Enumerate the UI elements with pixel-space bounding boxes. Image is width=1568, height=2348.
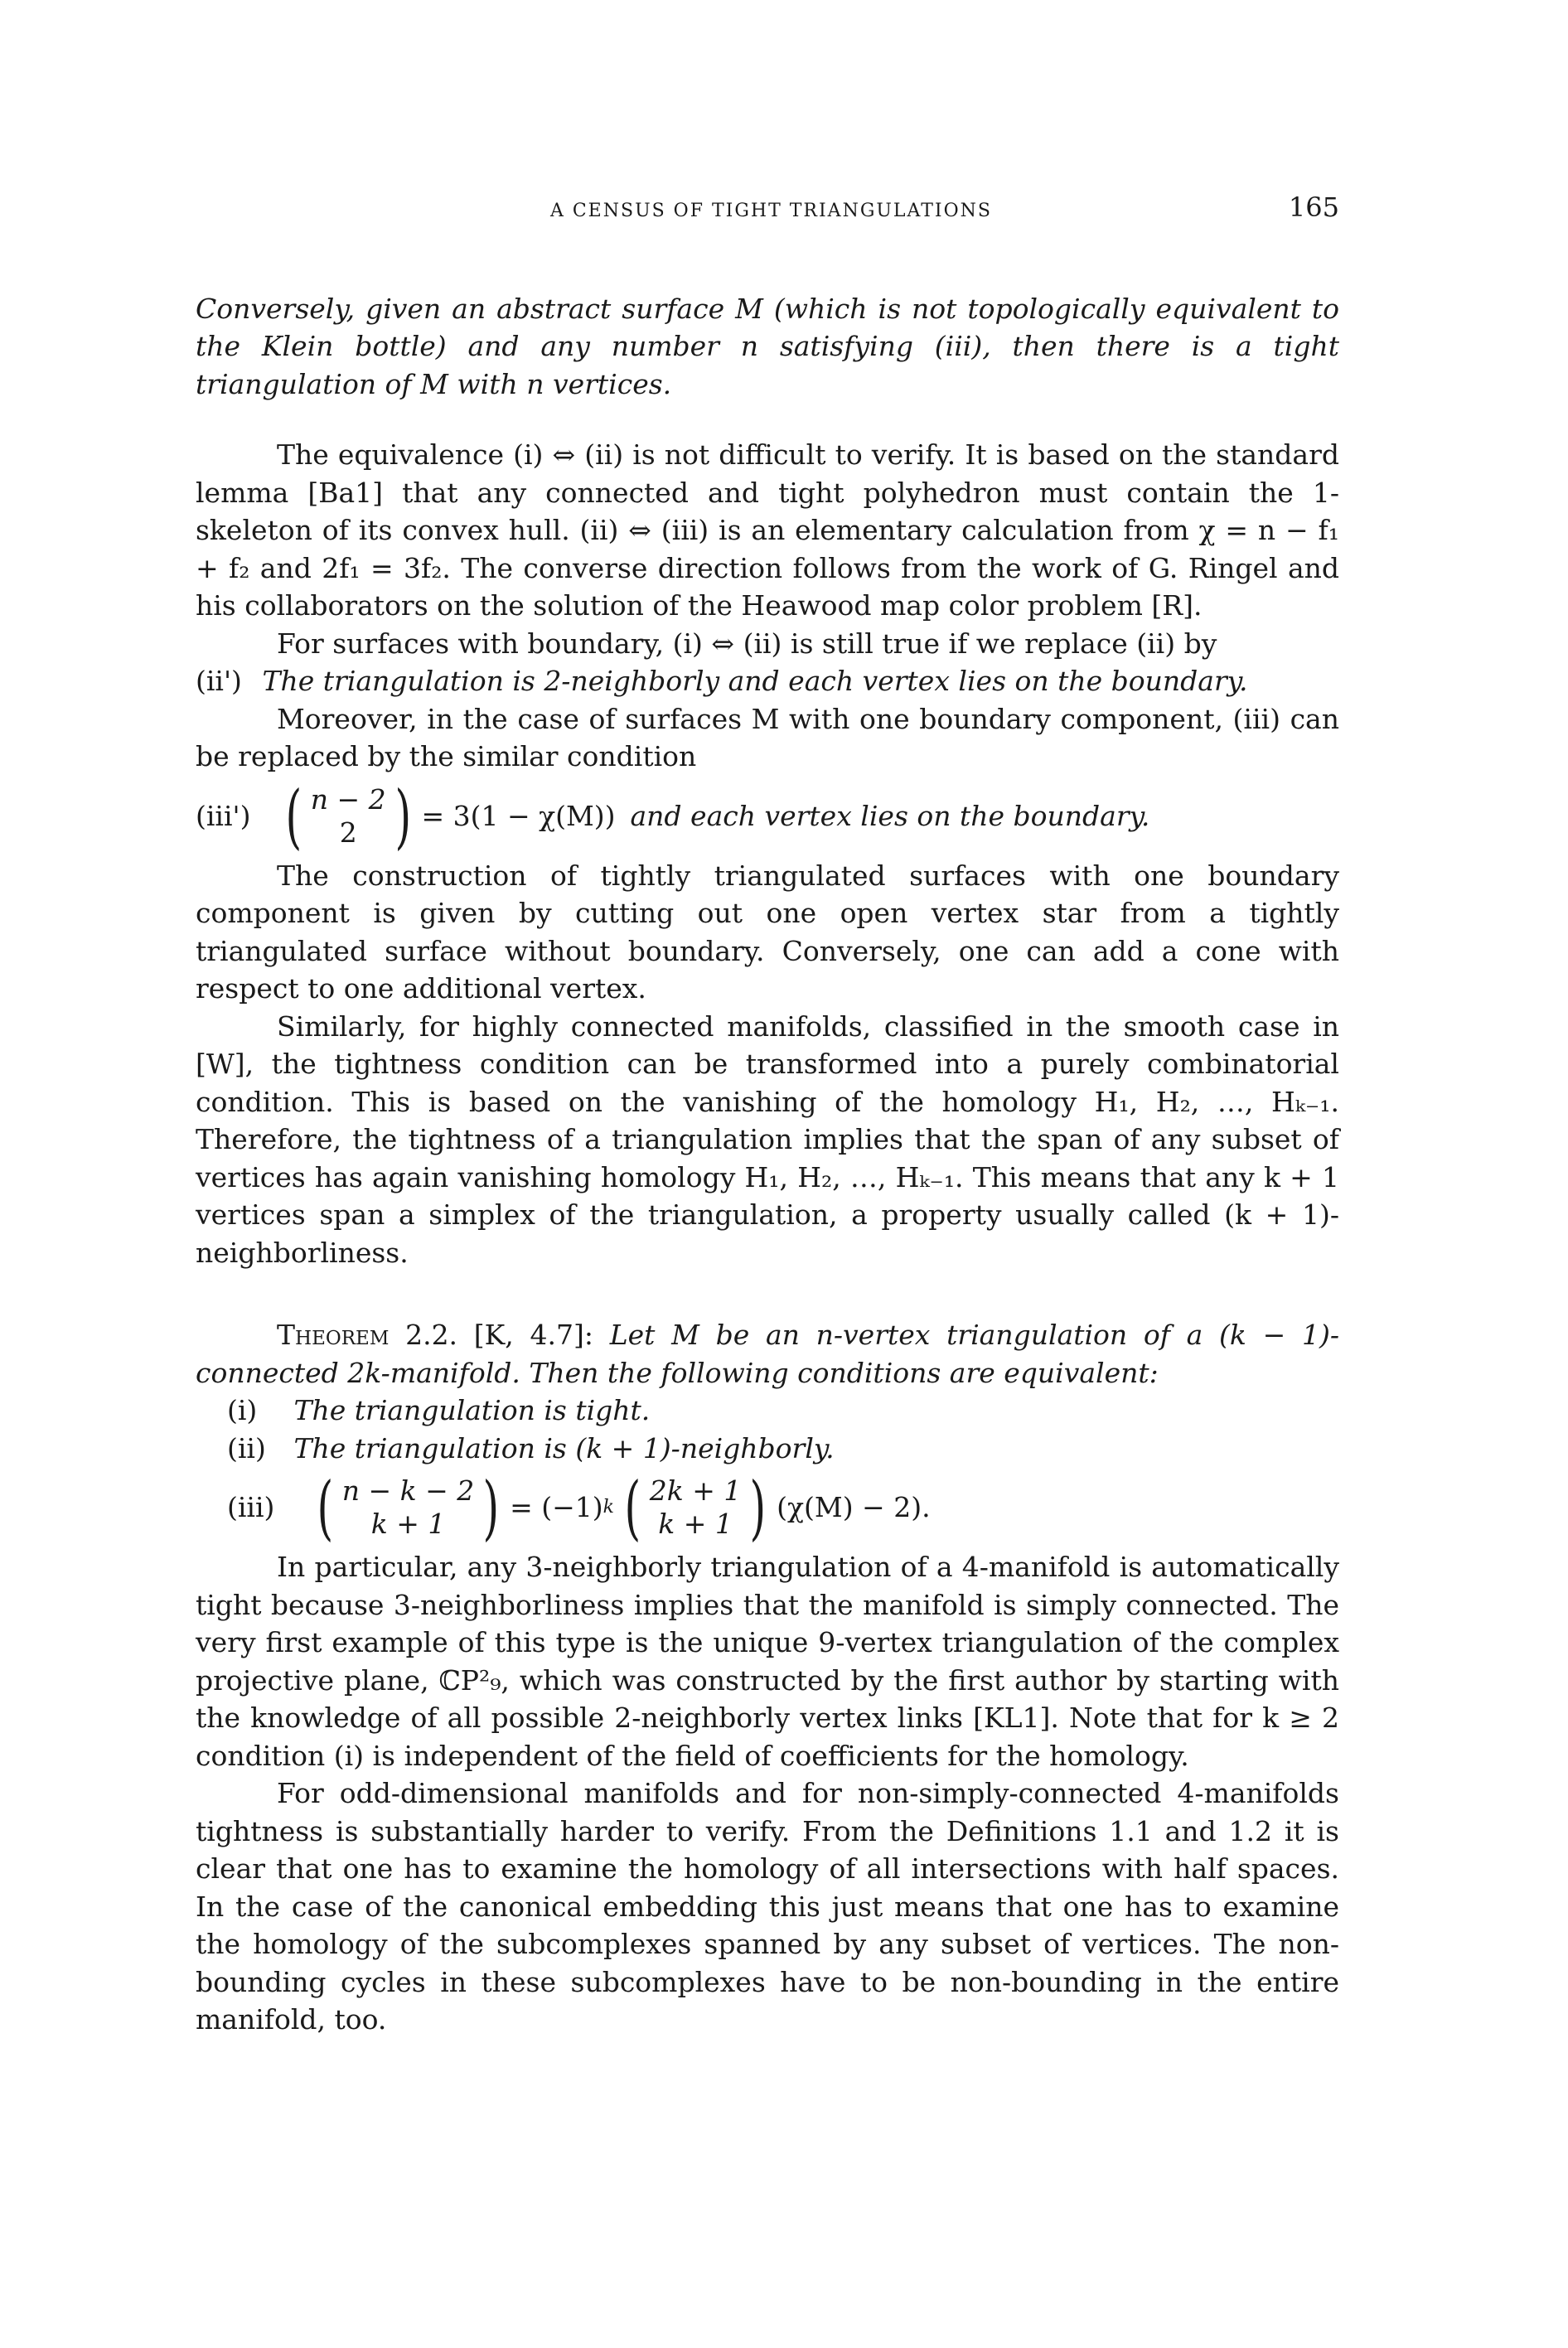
paragraph-construction: The construction of tightly triangulated surfaces with one boundary component is given by cutting out one open vertex star from a tightly triangulated surface without boundary. Conversely, one can add a cone with respect to one additional vertex. <box>196 859 1339 1005</box>
page <box>196 189 1339 2039</box>
theorem-item-iii <box>196 1467 1339 1548</box>
theorem-label: Theorem 2.2. <box>277 1319 458 1351</box>
theorem-item-text: The triangulation is (k + 1)-neighborly. <box>293 1431 835 1464</box>
running-header <box>196 189 1339 230</box>
theorem-item-ii <box>196 1430 1339 1468</box>
condition-text: The triangulation is 2-neighborly and each vertex lies on the boundary. <box>262 665 1248 697</box>
page-number: 165 <box>1288 191 1339 223</box>
paragraph-boundary: For surfaces with boundary, (i) ⇔ (ii) is still true if we replace (ii) by <box>277 627 1217 660</box>
binomial-right: ( 2k + 1 k + 1 ) <box>624 1467 767 1548</box>
equation-middle: = (−1) <box>510 1491 603 1524</box>
theorem-text: Let M be an n-vertex triangulation of a (k − 1)-connected 2k-manifold. Then the following conditions are equivalent: <box>196 1319 1339 1389</box>
paragraph-highly-connected: Similarly, for highly connected manifolds, classified in the smooth case in [W], the tightness condition can be transformed into a purely combinatorial condition. This is based on the vanishing of the homology H₁, H₂, …, Hₖ₋₁. Therefore, the tightness of a triangulation implies that the span of any subset of vertices has again vanishing homology H₁, H₂, …, Hₖ₋₁. This means that any k + 1 vertices span a simplex of the triangulation, a property usually called (k + 1)-neighborliness. <box>196 1009 1339 1269</box>
binomial: ( n − 2 2 ) <box>285 775 411 857</box>
condition-tail: and each vertex lies on the boundary. <box>630 799 1150 832</box>
binom-top: n − k − 2 <box>341 1474 475 1507</box>
condition-label: (iii') <box>196 799 251 832</box>
paragraph-conversely: Conversely, given an abstract surface M (which is not topologically equivalent to the Klein bottle) and any number n satisfying (iii), then there is a tight triangulation of M with n vertices. <box>196 292 1339 400</box>
binom-top: 2k + 1 <box>649 1474 742 1507</box>
paragraph-odd-dimensional: For odd-dimensional manifolds and for non-simply-connected 4-manifolds tightness is substantially harder to verify. From the Definitions 1.1 and 1.2 it is clear that one has to examine the homology of all intersections with half spaces. In the case of the canonical embedding this just means that one has to examine the homology of the subcomplexes spanned by any subset of vertices. The non-bounding cycles in these subcomplexes have to be non-bounding in the entire manifold, too. <box>196 1777 1339 2036</box>
paragraph-moreover: Moreover, in the case of surfaces M with one boundary component, (iii) can be replaced by the similar condition <box>196 702 1339 772</box>
binom-bottom: 2 <box>339 816 357 849</box>
running-title: A CENSUS OF TIGHT TRIANGULATIONS <box>549 201 992 221</box>
condition-ii-prime <box>196 662 1339 700</box>
binom-bottom: k + 1 <box>370 1508 446 1540</box>
theorem-item-i <box>196 1392 1339 1430</box>
binom-top: n − 2 <box>310 782 386 816</box>
theorem-item-text: The triangulation is tight. <box>293 1394 651 1426</box>
equation-rhs: = 3(1 − χ(M)) <box>421 799 616 832</box>
paragraph-in-particular: In particular, any 3-neighborly triangulation of a 4-manifold is automatically tight because 3-neighborliness implies that the manifold is simply connected. The very first example of this type is the unique 9-vertex triangulation of the complex projective plane, ℂP²₉, which was constructed by the first author by starting with the knowledge of all possible 2-neighborly vertex links [KL1]. Note that for k ≥ 2 condition (i) is independent of the field of coefficients for the homology. <box>196 1551 1339 1772</box>
theorem-item-label: (i) <box>227 1394 258 1426</box>
theorem-item-label: (iii) <box>227 1491 275 1524</box>
equation-exponent: k <box>603 1497 614 1518</box>
binom-bottom: k + 1 <box>658 1508 733 1540</box>
paragraph-equivalence: The equivalence (i) ⇔ (ii) is not difficult to verify. It is based on the standard lemma [Ba1] that any connected and tight polyhedron must contain the 1-skeleton of its convex hull. (ii) ⇔ (iii) is an elementary calculation from χ = n − f₁ + f₂ and 2f₁ = 3f₂. The converse direction follows from the work of G. Ringel and his collaborators on the solution of the Heawood map color problem [R]. <box>196 438 1339 622</box>
condition-iii-prime <box>196 776 1339 857</box>
theorem-item-label: (ii) <box>227 1431 266 1464</box>
condition-label: (ii') <box>196 665 242 697</box>
equation-tail: (χ(M) − 2). <box>777 1491 931 1524</box>
binomial-left: ( n − k − 2 k + 1 ) <box>317 1467 500 1548</box>
theorem-statement <box>196 1316 1339 1392</box>
theorem-citation: [K, 4.7]: <box>473 1319 593 1351</box>
